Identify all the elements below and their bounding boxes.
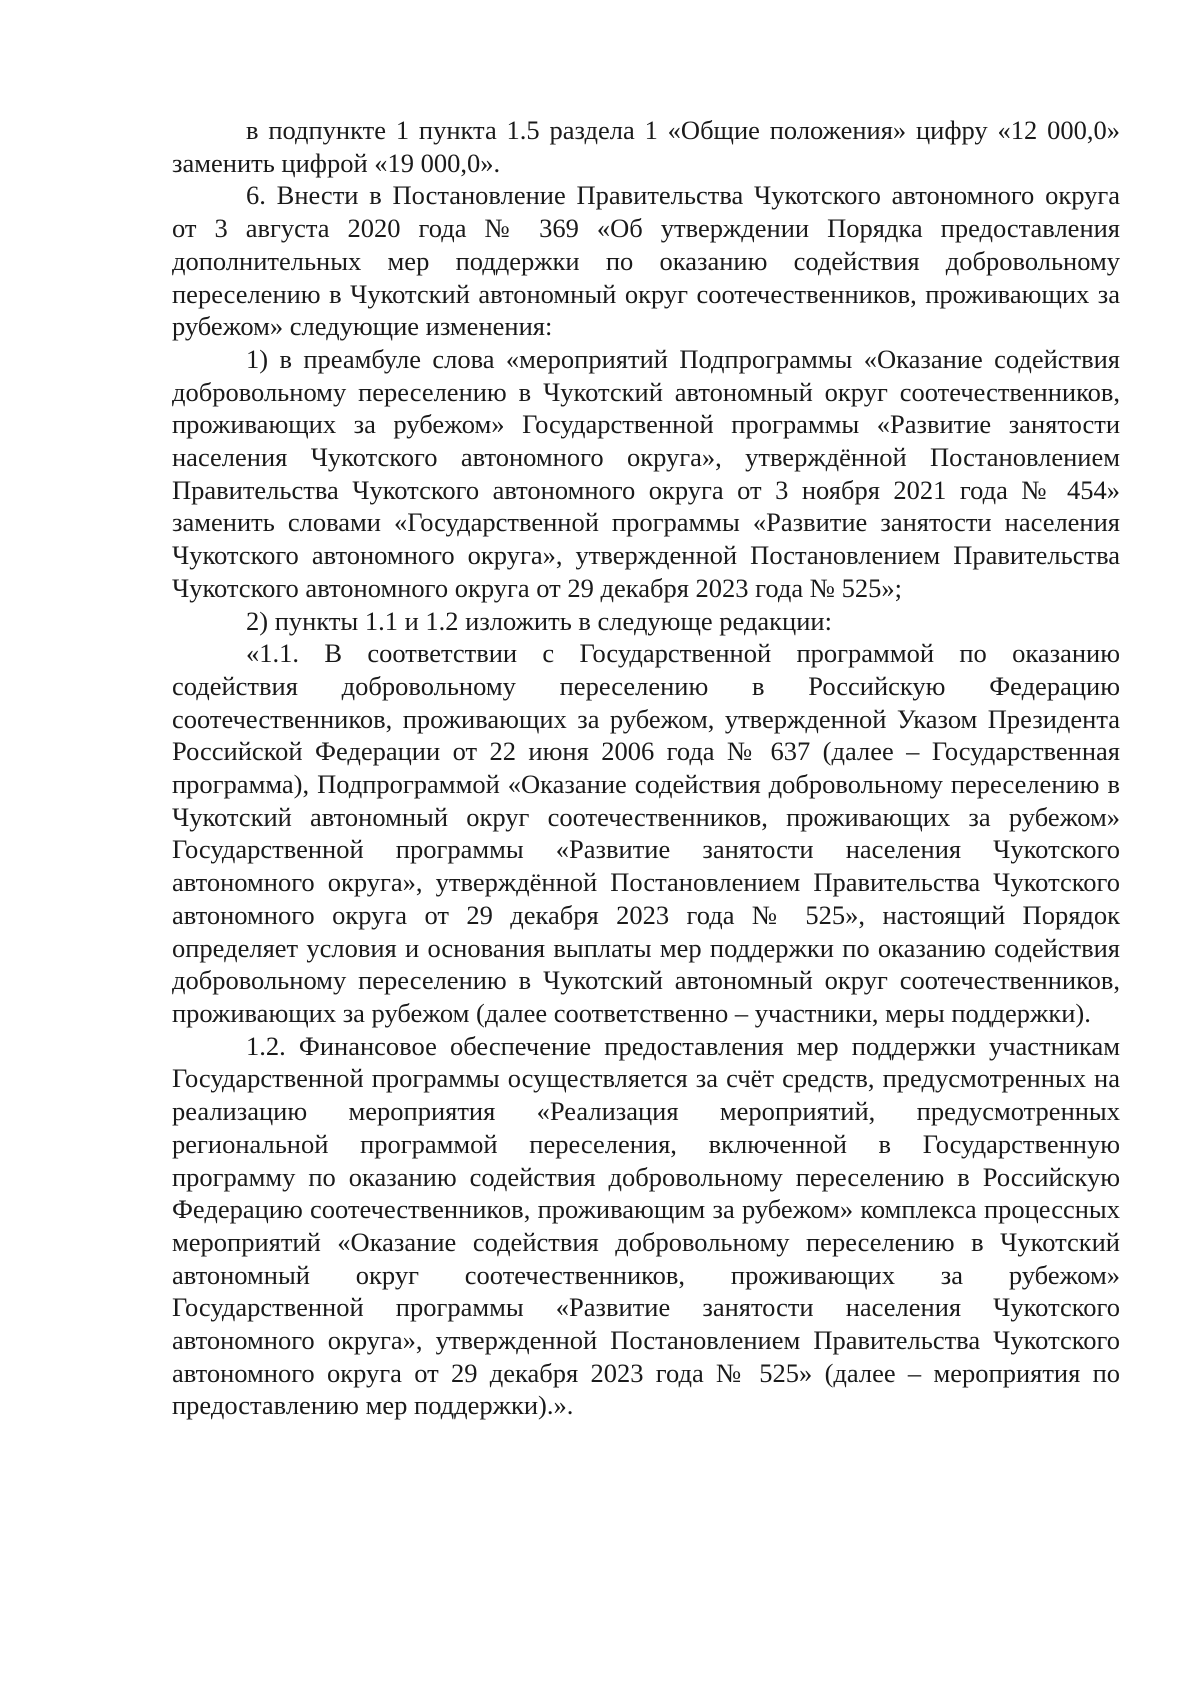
paragraph-subpoint-1-5: в подпункте 1 пункта 1.5 раздела 1 «Общие положения» цифру «12 000,0» заменить цифрой «19 000,0». <box>172 115 1120 178</box>
paragraph-subitem-1: 1) в преамбуле слова «мероприятий Подпрограммы «Оказание содействия добровольному переселению в Чукотский автономный округ соотечественников, проживающих за рубежом» Государственной программы «Развитие занятости населения Чукотского автономного округа», утверждённой Постановлением Правительства Чукотского автономного округа от 3 ноября 2021 года № 454» заменить словами «Государственной программы «Развитие занятости населения Чукотского автономного округа», утвержденной Постановлением Правительства Чукотского автономного округа от 29 декабря 2023 года № 525»; <box>172 343 1120 603</box>
paragraph-point-1-1: «1.1. В соответствии с Государственной программой по оказанию содействия добровольному переселению в Российскую Федерацию соотечественников, проживающих за рубежом, утвержденной Указом Президента Российской Федерации от 22 июня 2006 года № 637 (далее – Государственная программа), Подпрограммой «Оказание содействия добровольному переселению в Чукотский автономный округ соотечественников, проживающих за рубежом» Государственной программы «Развитие занятости населения Чукотского автономного округа», утверждённой Постановлением Правительства Чукотского автономного округа от 29 декабря 2023 года № 525», настоящий Порядок определяет условия и основания выплаты мер поддержки по оказанию содействия добровольному переселению в Чукотский автономный округ соотечественников, проживающих за рубежом (далее соответственно – участники, меры поддержки). <box>172 638 1120 1028</box>
document-page <box>172 114 1120 1422</box>
paragraph-item-6: 6. Внести в Постановление Правительства Чукотского автономного округа от 3 августа 2020 года № 369 «Об утверждении Порядка предоставления дополнительных мер поддержки по оказанию содействия добровольному переселению в Чукотский автономный округ соотечественников, проживающих за рубежом» следующие изменения: <box>172 180 1120 342</box>
paragraph-subitem-2: 2) пункты 1.1 и 1.2 изложить в следующе редакции: <box>246 605 832 636</box>
paragraph-point-1-2: 1.2. Финансовое обеспечение предоставления мер поддержки участникам Государственной программы осуществляется за счёт средств, предусмотренных на реализацию мероприятия «Реализация мероприятий, предусмотренных региональной программой переселения, включенной в Государственную программу по оказанию содействия добровольному переселению в Российскую Федерацию соотечественников, проживающим за рубежом» комплекса процессных мероприятий «Оказание содействия добровольному переселению в Чукотский автономный округ соотечественников, проживающих за рубежом» Государственной программы «Развитие занятости населения Чукотского автономного округа», утвержденной Постановлением Правительства Чукотского автономного округа от 29 декабря 2023 года № 525» (далее – мероприятия по предоставлению мер поддержки).». <box>172 1030 1120 1421</box>
